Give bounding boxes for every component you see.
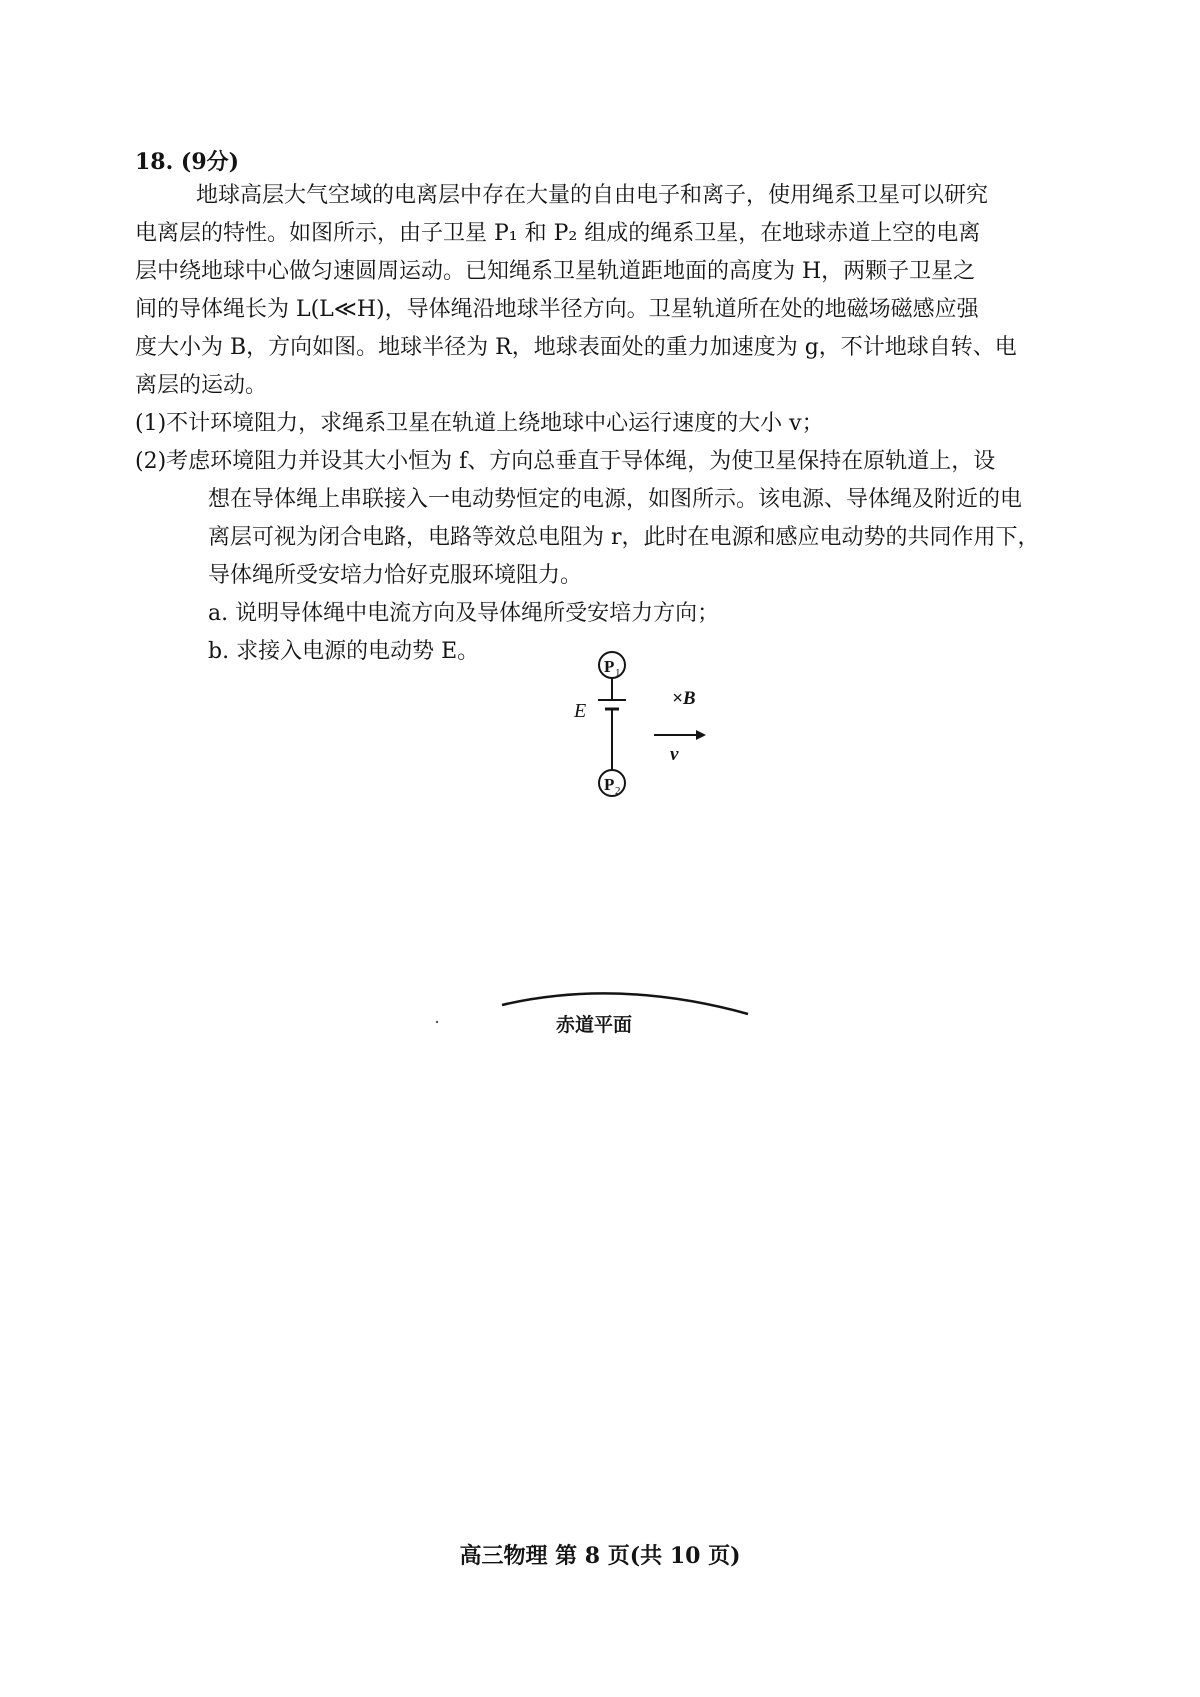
p1-subscript: 1	[615, 667, 621, 679]
part-2-line-1: (2)考虑环境阻力并设其大小恒为 f、方向总垂直于导体绳，为使卫星保持在原轨道上，设	[135, 449, 996, 474]
field-label: ×B	[672, 688, 696, 709]
p2-subscript: 2	[615, 785, 621, 797]
part-2-line-3: 离层可视为闭合电路，电路等效总电阻为 r，此时在电源和感应电动势的共同作用下，	[208, 525, 1040, 550]
part-2-a: a. 说明导体绳中电流方向及导体绳所受安培力方向；	[208, 601, 720, 626]
satellite-p2	[599, 770, 625, 797]
source-label: E	[574, 700, 587, 722]
scan-speck	[436, 1021, 438, 1023]
intro-line-1: 地球高层大气空域的电离层中存在大量的自由电子和离子，使用绳系卫星可以研究	[196, 183, 989, 208]
p2-label: P	[604, 775, 615, 794]
part-1: (1)不计环境阻力，求绳系卫星在轨道上绕地球中心运行速度的大小 v；	[135, 411, 824, 436]
page-footer: 高三物理 第 8 页(共 10 页)	[459, 1543, 741, 1569]
equator-label: 赤道平面	[556, 1014, 633, 1036]
part-2-line-2: 想在导体绳上串联接入一电动势恒定的电源，如图所示。该电源、导体绳及附近的电	[208, 487, 1023, 512]
intro-line-2: 电离层的特性。如图所示，由子卫星 P₁ 和 P₂ 组成的绳系卫星，在地球赤道上空的电离	[135, 221, 981, 246]
intro-line-5: 度大小为 B，方向如图。地球半径为 R，地球表面处的重力加速度为 g，不计地球自转、电	[135, 335, 1017, 360]
velocity-label: v	[670, 744, 679, 765]
intro-line-6: 离层的运动。	[135, 373, 268, 398]
part-2-b: b. 求接入电源的电动势 E。	[208, 639, 480, 664]
p1-label: P	[604, 657, 615, 676]
velocity-arrowhead	[696, 730, 706, 740]
intro-line-4: 间的导体绳长为 L(L≪H)，导体绳沿地球半径方向。卫星轨道所在处的地磁场磁感应强	[135, 297, 979, 322]
part-2-line-4: 导体绳所受安培力恰好克服环境阻力。	[208, 563, 583, 588]
intro-line-3: 层中绕地球中心做匀速圆周运动。已知绳系卫星轨道距地面的高度为 H，两颗子卫星之	[135, 259, 976, 284]
question-header: 18. (9分)	[135, 149, 240, 175]
satellite-p1	[599, 652, 625, 679]
